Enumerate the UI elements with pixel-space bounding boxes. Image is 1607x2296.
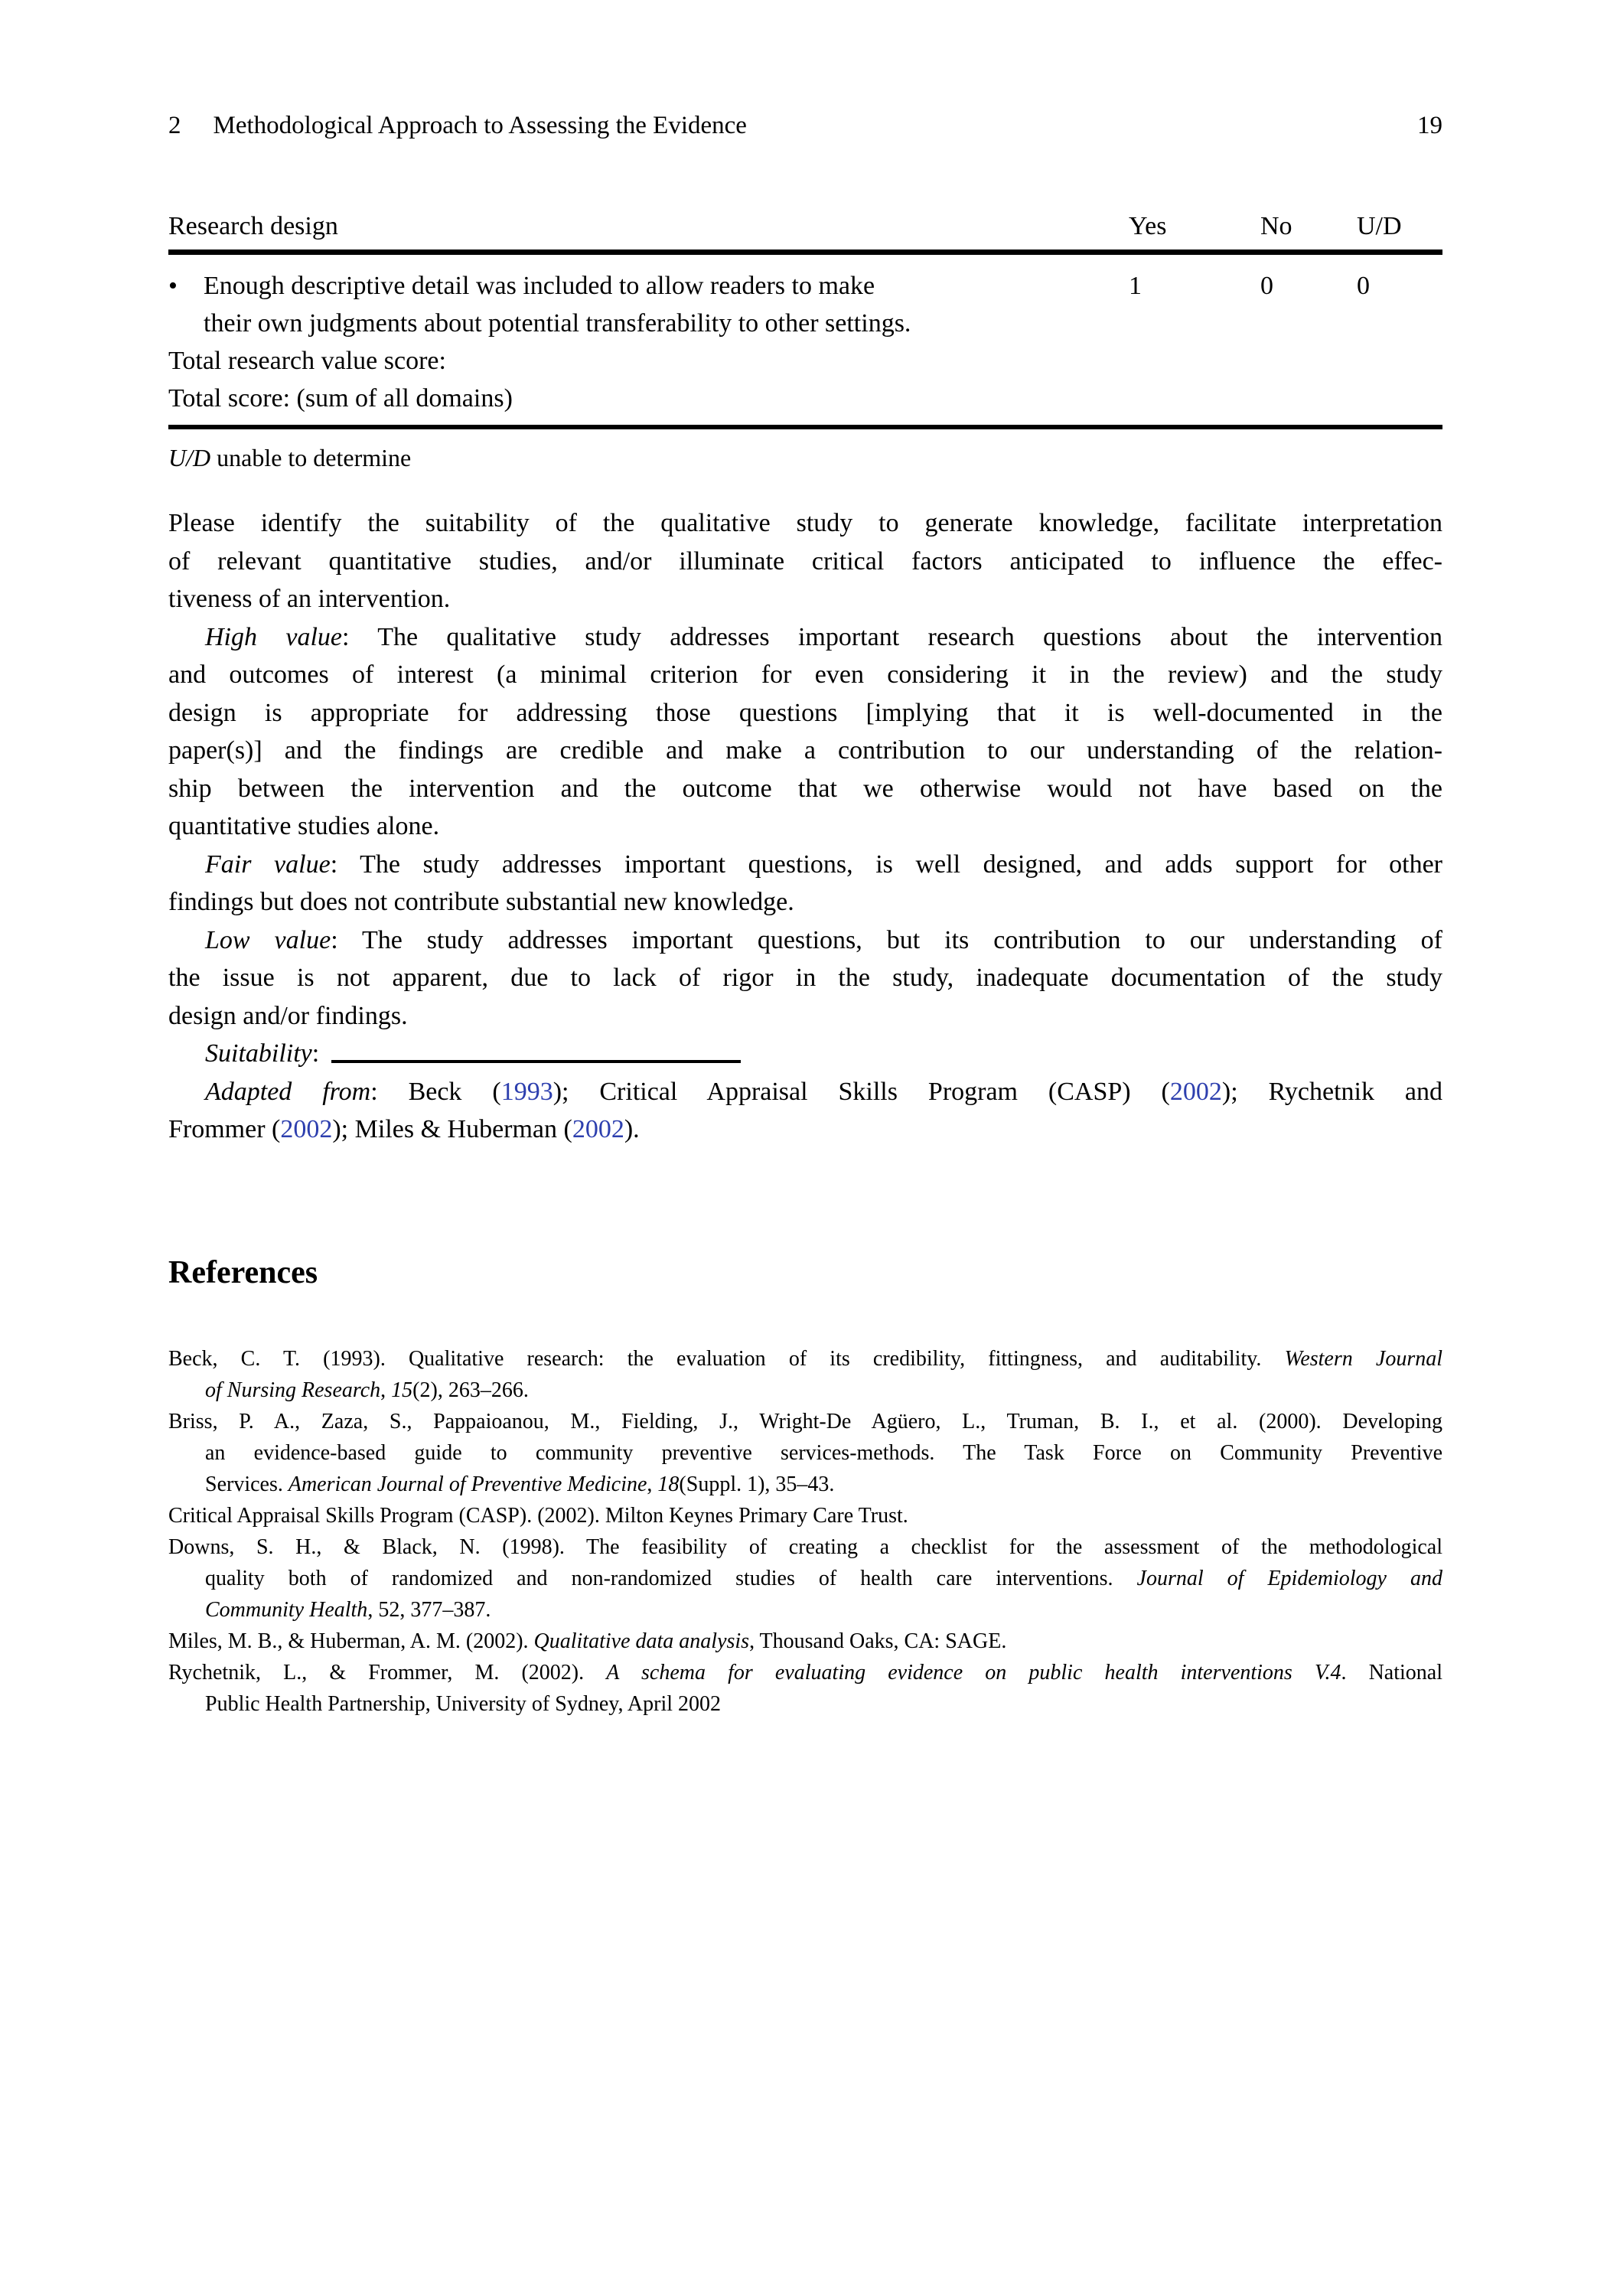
text-run: Fair value bbox=[205, 850, 331, 879]
text-run: Suitability bbox=[205, 1039, 312, 1068]
body-line bbox=[168, 921, 1442, 960]
text-run: design and/or findings. bbox=[168, 1001, 408, 1030]
text-run: , 52, 377–387. bbox=[367, 1597, 491, 1622]
text-run: ); Miles & Huberman ( bbox=[332, 1115, 572, 1143]
citation-year-link[interactable]: 2002 bbox=[572, 1115, 624, 1143]
column-header-no: No bbox=[1260, 212, 1292, 240]
body-line bbox=[168, 959, 1442, 997]
text-run: Services. bbox=[205, 1472, 288, 1496]
text-run: Please identify the suitability of the qualitative study to generate knowledge, facilitate interpretation bbox=[168, 509, 1442, 537]
criterion-text bbox=[204, 267, 911, 342]
criterion-cell bbox=[168, 267, 1129, 342]
text-run: the issue is not apparent, due to lack of rigor in the study, inadequate documentation of the study bbox=[168, 964, 1442, 992]
text-run: : Beck ( bbox=[370, 1077, 501, 1106]
references-heading: References bbox=[168, 1254, 318, 1290]
text-run: ); Critical Appraisal Skills Program (CASP) ( bbox=[553, 1077, 1170, 1106]
criterion-line: Enough descriptive detail was included to allow readers to make bbox=[204, 272, 875, 300]
research-design-score-table bbox=[168, 210, 1442, 429]
text-run: quality both of randomized and non-randomized studies of health care interventions. bbox=[205, 1566, 1137, 1590]
table-body bbox=[168, 255, 1442, 429]
text-run: ); Rychetnik and bbox=[1221, 1077, 1442, 1106]
reference-line bbox=[168, 1375, 1442, 1406]
text-run: Downs, S. H., & Black, N. (1998). The feasibility of creating a checklist for the assessment of the methodological bbox=[168, 1534, 1442, 1559]
body-line bbox=[168, 504, 1442, 543]
column-header-research-design: Research design bbox=[168, 212, 338, 240]
body-line bbox=[168, 807, 1442, 846]
text-run: American Journal of Preventive Medicine bbox=[288, 1472, 647, 1496]
text-run: Community Health bbox=[205, 1597, 368, 1622]
text-run: . National bbox=[1341, 1660, 1442, 1684]
text-run: Western Journal bbox=[1284, 1346, 1442, 1371]
reference-item bbox=[168, 1500, 1442, 1531]
text-run: unable to determine bbox=[210, 444, 412, 471]
reference-line bbox=[168, 1437, 1442, 1469]
text-run: (Suppl. 1), 35–43. bbox=[679, 1472, 835, 1496]
text-run: an evidence-based guide to community preventive services-methods. The Task Force on Community Preventive bbox=[205, 1440, 1442, 1465]
body-line bbox=[168, 997, 1442, 1035]
reference-line bbox=[168, 1500, 1442, 1531]
text-run: Frommer ( bbox=[168, 1115, 281, 1143]
citation-year-link[interactable]: 1993 bbox=[500, 1077, 553, 1106]
body-line bbox=[168, 656, 1442, 694]
running-header-left bbox=[168, 109, 747, 142]
reference-line bbox=[168, 1469, 1442, 1500]
reference-item bbox=[168, 1343, 1442, 1406]
citation-year-link[interactable]: 2002 bbox=[1169, 1077, 1222, 1106]
text-run: ). bbox=[624, 1115, 640, 1143]
text-run: Public Health Partnership, University of Sydney, April 2002 bbox=[205, 1691, 721, 1716]
text-run: (2), 263–266. bbox=[412, 1378, 529, 1402]
reference-item bbox=[168, 1657, 1442, 1720]
table-header-row bbox=[168, 210, 1442, 255]
text-run: Journal of Epidemiology and bbox=[1136, 1566, 1442, 1590]
text-run: Low value bbox=[205, 925, 331, 954]
body-line bbox=[168, 580, 1442, 618]
suitability-blank-line bbox=[331, 1060, 741, 1063]
body-line bbox=[168, 883, 1442, 921]
text-run: High value bbox=[205, 622, 342, 651]
text-run: design is appropriate for addressing those questions [implying that it is well-documented in the bbox=[168, 698, 1442, 727]
text-run: Beck, C. T. (1993). Qualitative research: the evaluation of its credibility, fittingness, and auditability. bbox=[168, 1346, 1285, 1371]
criterion-line: their own judgments about potential transferability to other settings. bbox=[204, 309, 911, 338]
reference-line bbox=[168, 1563, 1442, 1594]
text-run: and outcomes of interest (a minimal criterion for even considering it in the review) and the study bbox=[168, 660, 1442, 689]
reference-item bbox=[168, 1626, 1442, 1657]
body-text bbox=[168, 504, 1442, 1149]
text-run: Miles, M. B., & Huberman, A. M. (2002). bbox=[168, 1629, 534, 1653]
reference-item bbox=[168, 1406, 1442, 1500]
reference-line bbox=[168, 1688, 1442, 1720]
reference-line bbox=[168, 1594, 1442, 1626]
body-line bbox=[168, 543, 1442, 581]
body-line bbox=[168, 732, 1442, 770]
text-run: : The study addresses important questions, but its contribution to our understanding of bbox=[331, 925, 1443, 954]
bullet-icon: • bbox=[168, 272, 178, 300]
text-run: ship between the intervention and the outcome that we otherwise would not have based on the bbox=[168, 774, 1442, 803]
text-run: tiveness of an intervention. bbox=[168, 585, 451, 613]
column-header-yes: Yes bbox=[1129, 212, 1167, 240]
reference-line bbox=[168, 1657, 1442, 1688]
body-line bbox=[168, 1110, 1442, 1149]
column-header-ud: U/D bbox=[1357, 212, 1402, 240]
citation-year-link[interactable]: 2002 bbox=[280, 1115, 333, 1143]
text-run: : The study addresses important questions, is well designed, and adds support for other bbox=[330, 850, 1443, 879]
body-line bbox=[168, 846, 1442, 884]
body-line bbox=[168, 1035, 1442, 1073]
reference-item bbox=[168, 1531, 1442, 1626]
chapter-title: Methodological Approach to Assessing the Evidence bbox=[213, 112, 747, 139]
text-run: of Nursing Research bbox=[205, 1378, 381, 1402]
text-run: Briss, P. A., Zaza, S., Pappaioanou, M., Fielding, J., Wright-De Agüero, L., Truman, B. I., et al. (2000). Developing bbox=[168, 1409, 1442, 1433]
text-run: findings but does not contribute substantial new knowledge. bbox=[168, 888, 794, 916]
text-run: , bbox=[647, 1472, 658, 1496]
text-run: Adapted from bbox=[205, 1077, 371, 1106]
references-list bbox=[168, 1343, 1442, 1720]
table-row bbox=[168, 267, 1442, 342]
body-line bbox=[168, 618, 1442, 657]
table-footnote bbox=[168, 442, 1442, 474]
page-number: 19 bbox=[1417, 112, 1442, 139]
text-run: , Thousand Oaks, CA: SAGE. bbox=[749, 1629, 1007, 1653]
body-line bbox=[168, 1073, 1442, 1111]
text-run: , bbox=[380, 1378, 392, 1402]
reference-line bbox=[168, 1626, 1442, 1657]
text-run: quantitative studies alone. bbox=[168, 812, 440, 840]
text-run: Rychetnik, L., & Frommer, M. (2002). bbox=[168, 1660, 607, 1684]
running-header bbox=[168, 109, 1442, 142]
ud-score-value: 0 bbox=[1357, 272, 1370, 300]
text-run: 18 bbox=[657, 1472, 680, 1496]
text-run: paper(s)] and the findings are credible and make a contribution to our understanding of the relation- bbox=[168, 736, 1442, 765]
reference-line bbox=[168, 1343, 1442, 1375]
body-line bbox=[168, 770, 1442, 808]
text-run: of relevant quantitative studies, and/or illuminate critical factors anticipated to influence the effec- bbox=[168, 546, 1442, 576]
text-run: A schema for evaluating evidence on public health interventions V.4 bbox=[606, 1660, 1341, 1684]
body-line bbox=[168, 694, 1442, 732]
text-run: : bbox=[311, 1039, 320, 1068]
text-run: Qualitative data analysis bbox=[533, 1629, 750, 1653]
yes-score-value: 1 bbox=[1129, 272, 1142, 300]
text-run: 15 bbox=[391, 1378, 413, 1402]
total-research-value-score-line: Total research value score: bbox=[168, 347, 446, 375]
total-score-line: Total score: (sum of all domains) bbox=[168, 384, 513, 413]
chapter-number: 2 bbox=[168, 112, 181, 139]
no-score-value: 0 bbox=[1260, 272, 1273, 300]
text-run: U/D bbox=[168, 444, 211, 471]
reference-line bbox=[168, 1531, 1442, 1563]
reference-line bbox=[168, 1406, 1442, 1437]
text-run: : The qualitative study addresses important research questions about the intervention bbox=[342, 622, 1442, 651]
text-run: Critical Appraisal Skills Program (CASP). (2002). Milton Keynes Primary Care Trust. bbox=[168, 1503, 908, 1528]
